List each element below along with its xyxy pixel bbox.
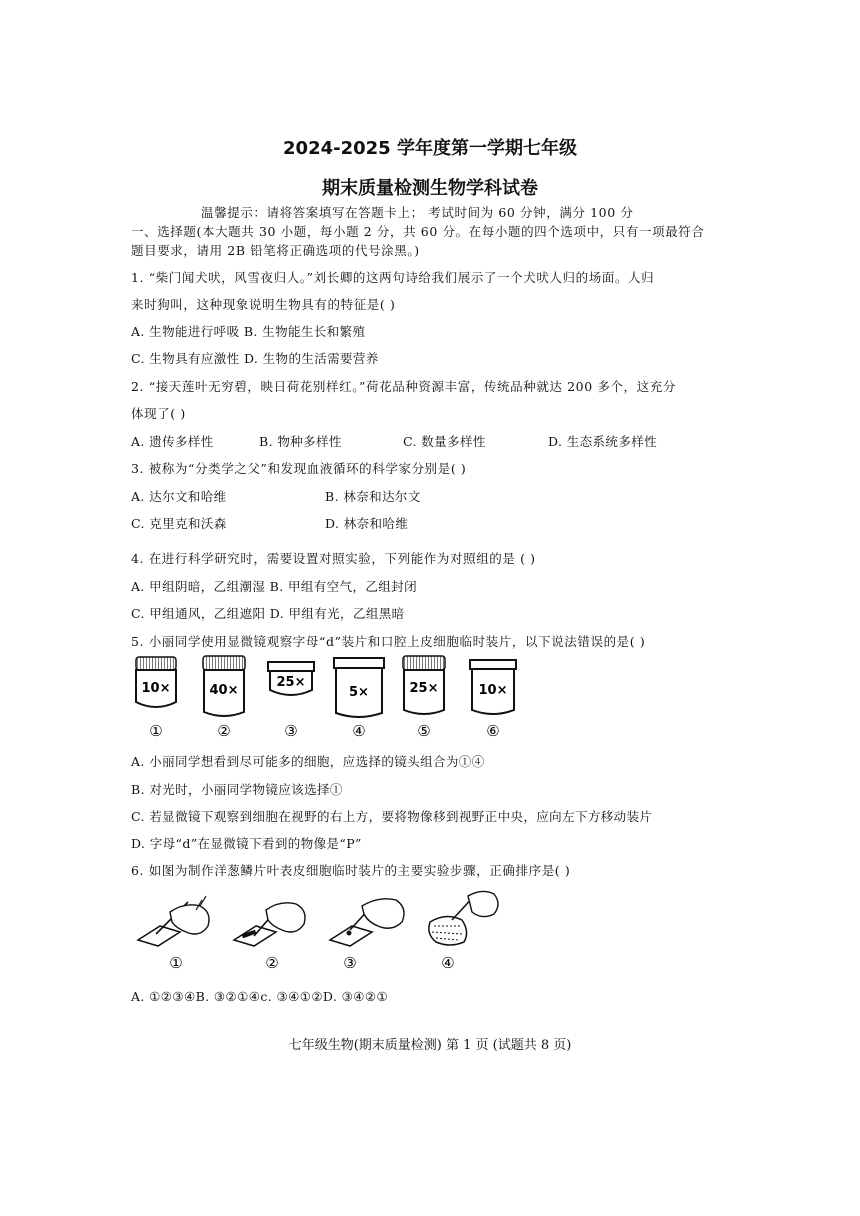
step-1-number: ①: [169, 954, 183, 972]
lens-4-objective: [334, 658, 384, 740]
step-4-number: ④: [441, 954, 455, 972]
step-3-illustration: [330, 899, 404, 972]
q2-option-c: C. 数量多样性: [403, 434, 486, 449]
step-2-illustration: [234, 903, 305, 972]
lens-6-number: ⑥: [486, 722, 500, 740]
lens-4-magnification: 5×: [349, 685, 369, 700]
q4-options-row2: C. 甲组通风，乙组遮阳 D. 甲组有光，乙组黑暗: [131, 606, 405, 621]
q3-option-a: A. 达尔文和哈维: [131, 489, 227, 504]
q2-option-a: A. 遗传多样性: [131, 434, 214, 449]
q5-stem: 5. 小丽同学使用显微镜观察字母“d”装片和口腔上皮细胞临时装片，以下说法错误的是( ): [131, 634, 646, 649]
exam-tip: 温馨提示：请将答案填写在答题卡上； 考试时间为 60 分钟，满分 100 分: [201, 205, 634, 220]
q3-option-b: B. 林奈和达尔文: [325, 489, 421, 504]
q5-option-a: A. 小丽同学想看到尽可能多的细胞，应选择的镜头组合为①④: [131, 754, 485, 769]
lens-3-number: ③: [284, 722, 298, 740]
q4-stem: 4. 在进行科学研究时，需要设置对照实验，下列能作为对照组的是 ( ): [131, 551, 536, 566]
lens-6-objective: [470, 660, 516, 740]
q3-option-d: D. 林奈和哈维: [325, 516, 409, 531]
q1-options-row2: C. 生物具有应激性 D. 生物的生活需要营养: [131, 351, 379, 366]
lens-1-number: ①: [149, 722, 163, 740]
q6-options: A. ①②③④B. ③②①④c. ③④①②D. ③④②①: [131, 989, 389, 1004]
q5-option-d: D. 字母“d”在显微镜下看到的物像是“P”: [131, 836, 362, 851]
lens-1-eyepiece: [136, 657, 176, 740]
lens-2-magnification: 40×: [209, 683, 239, 698]
step-3-number: ③: [343, 954, 357, 972]
q5-option-b: B. 对光时，小丽同学物镜应该选择①: [131, 782, 343, 797]
lens-6-magnification: 10×: [478, 683, 508, 698]
q4-options-row1: A. 甲组阴暗，乙组潮湿 B. 甲组有空气，乙组封闭: [131, 579, 417, 594]
q2-stem-line2: 体现了( ): [131, 406, 186, 421]
step-2-number: ②: [265, 954, 279, 972]
page-footer: 七年级生物(期末质量检测) 第 1 页 (试题共 8 页): [288, 1038, 572, 1053]
q2-option-d: D. 生态系统多样性: [548, 434, 658, 449]
lens-1-magnification: 10×: [141, 681, 171, 696]
exam-title-line2: 期末质量检测生物学科试卷: [322, 178, 538, 199]
lens-5-eyepiece: [403, 656, 445, 740]
q2-stem-line1: 2. “接天莲叶无穷碧，映日荷花别样红。”荷花品种资源丰富，传统品种就达 200 多个，这充分: [131, 379, 676, 394]
lens-5-number: ⑤: [417, 722, 431, 740]
q1-options-row1: A. 生物能进行呼吸 B. 生物能生长和繁殖: [131, 324, 366, 339]
lens-2-eyepiece: [203, 656, 245, 740]
q1-stem-line2: 来时狗叫，这种现象说明生物具有的特征是( ): [131, 297, 396, 312]
section-intro-line2: 题目要求，请用 2B 铅笔将正确选项的代号涂黑。): [131, 243, 420, 258]
q5-option-c: C. 若显微镜下观察到细胞在视野的右上方，要将物像移到视野正中央，应向左下方移动装片: [131, 809, 653, 824]
step-4-illustration: [429, 891, 498, 972]
section-intro-line1: 一、选择题(本大题共 30 小题，每小题 2 分，共 60 分。在每小题的四个选项中，只有一项最符合: [131, 224, 705, 239]
onion-slide-steps-figure: [130, 882, 510, 982]
q1-stem-line1: 1. “柴门闻犬吠，风雪夜归人。”刘长卿的这两句诗给我们展示了一个犬吠人归的场面。人归: [131, 270, 655, 285]
q3-stem: 3. 被称为“分类学之父”和发现血液循环的科学家分别是( ): [131, 461, 467, 476]
lens-2-number: ②: [217, 722, 231, 740]
microscope-lens-figure: [128, 650, 528, 745]
exam-title-line1: 2024-2025 学年度第一学期七年级: [283, 138, 577, 159]
lens-5-magnification: 25×: [409, 681, 439, 696]
lens-3-magnification: 25×: [276, 675, 306, 690]
q6-stem: 6. 如图为制作洋葱鳞片叶表皮细胞临时装片的主要实验步骤，正确排序是( ): [131, 863, 571, 878]
q3-option-c: C. 克里克和沃森: [131, 516, 227, 531]
lens-3-objective: [268, 662, 314, 740]
step-1-illustration: [138, 896, 209, 972]
lens-4-number: ④: [352, 722, 366, 740]
q2-option-b: B. 物种多样性: [259, 434, 342, 449]
